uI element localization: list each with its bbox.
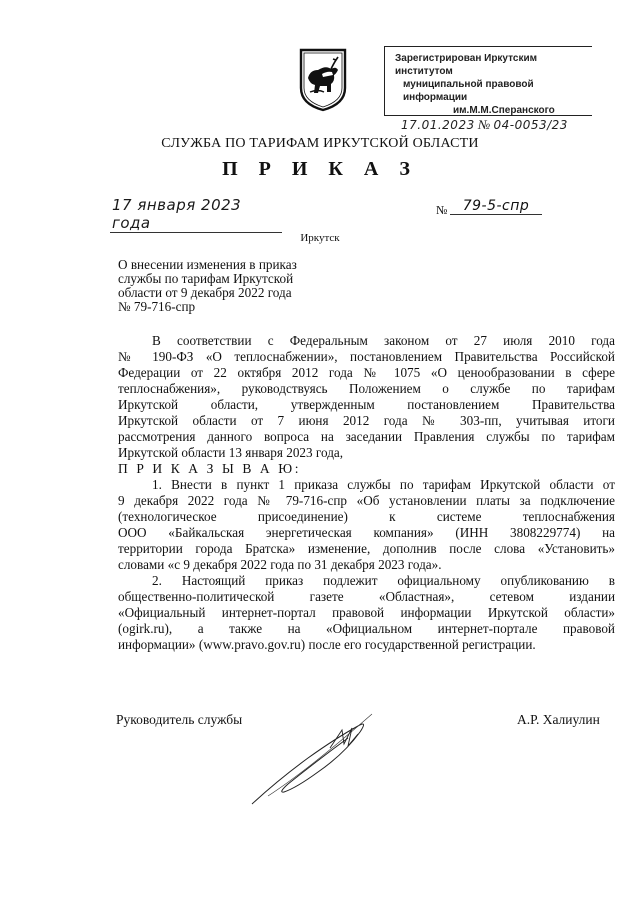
body-line: 1. Внести в пункт 1 приказа службы по тарифам Иркутской области от <box>152 477 615 492</box>
stamp-registration-line <box>395 118 592 132</box>
agency-name: СЛУЖБА ПО ТАРИФАМ ИРКУТСКОЙ ОБЛАСТИ <box>161 136 479 151</box>
coat-of-arms-emblem <box>298 48 348 112</box>
stamp-line-1: Зарегистрирован Иркутским институтом <box>395 53 537 77</box>
stamp-number: 04-0053/23 <box>493 118 568 132</box>
body-line: 2. Настоящий приказ подлежит официальному опубликованию в <box>152 573 615 588</box>
body-line: Федерации от 22 октября 2012 года № 1075 «О ценообразовании в сфере <box>118 365 615 380</box>
body-line: рассмотрения данного вопроса на заседании Правления службы по тарифам <box>118 429 615 444</box>
body-line: территории города Братска» изменение, дополнив после слова «Установить» <box>118 541 615 556</box>
body-line: Иркутской области от 7 июня 2012 года № 303-пп, учитывая итоги <box>118 413 615 428</box>
order-number-label: № <box>436 203 448 217</box>
body-line: Иркутской области, утвержденным постановлением Правительства <box>118 397 615 412</box>
body-line: 9 декабря 2022 года № 79-716-спр «Об установлении платы за подключение <box>118 493 615 508</box>
body-line: общественно-политической газете «Областная», сетевом издании <box>118 589 615 604</box>
order-subject <box>118 258 336 314</box>
subject-line: службы по тарифам Иркутской <box>118 271 294 286</box>
subject-line: № 79-716-спр <box>118 299 196 314</box>
handwritten-signature <box>248 700 388 810</box>
order-date: 17 января 2023 года <box>110 196 282 233</box>
subject-line: О внесении изменения в приказ <box>118 257 297 272</box>
body-line: «Официальный интернет-портал правовой информации Иркутской области» <box>118 605 615 620</box>
signer-name: А.Р. Халиулин <box>517 712 600 727</box>
body-line: словами «с 9 декабря 2022 года по 31 декабря 2023 года». <box>118 557 442 572</box>
registration-stamp <box>384 46 592 132</box>
order-body <box>118 333 615 653</box>
stamp-number-label: № <box>477 117 491 132</box>
city: Иркутск <box>300 232 340 244</box>
body-line: теплоснабжения», руководствуясь Положением о службе по тарифам <box>118 381 615 396</box>
body-line: Иркутской области 13 января 2023 года, <box>118 445 344 460</box>
signer-title: Руководитель службы <box>116 712 243 727</box>
stamp-line-2: муниципальной правовой информации <box>403 79 534 103</box>
body-line: (ogirk.ru), а также на «Официальном интернет-портале правовой <box>118 621 615 636</box>
order-directive: П Р И К А З Ы В А Ю: <box>118 461 302 476</box>
stamp-date: 17.01.2023 <box>401 118 475 132</box>
body-line: ООО «Байкальская энергетическая компания» (ИНН 3808229774) на <box>118 525 615 540</box>
body-line: В соответствии с Федеральным законом от 27 июля 2010 года <box>152 333 615 348</box>
document-type: П Р И К А З <box>222 158 418 180</box>
body-line: № 190-ФЗ «О теплоснабжении», постановлением Правительства Российской <box>118 349 615 364</box>
subject-line: области от 9 декабря 2022 года <box>118 285 292 300</box>
order-number: 79-5-спр <box>450 198 542 215</box>
stamp-line-3: им.М.М.Сперанского <box>453 105 555 116</box>
body-line: информации» (www.pravo.gov.ru) после его государственной регистрации. <box>118 637 536 652</box>
body-line: (технологическое присоединение) к системе теплоснабжения <box>118 509 615 524</box>
